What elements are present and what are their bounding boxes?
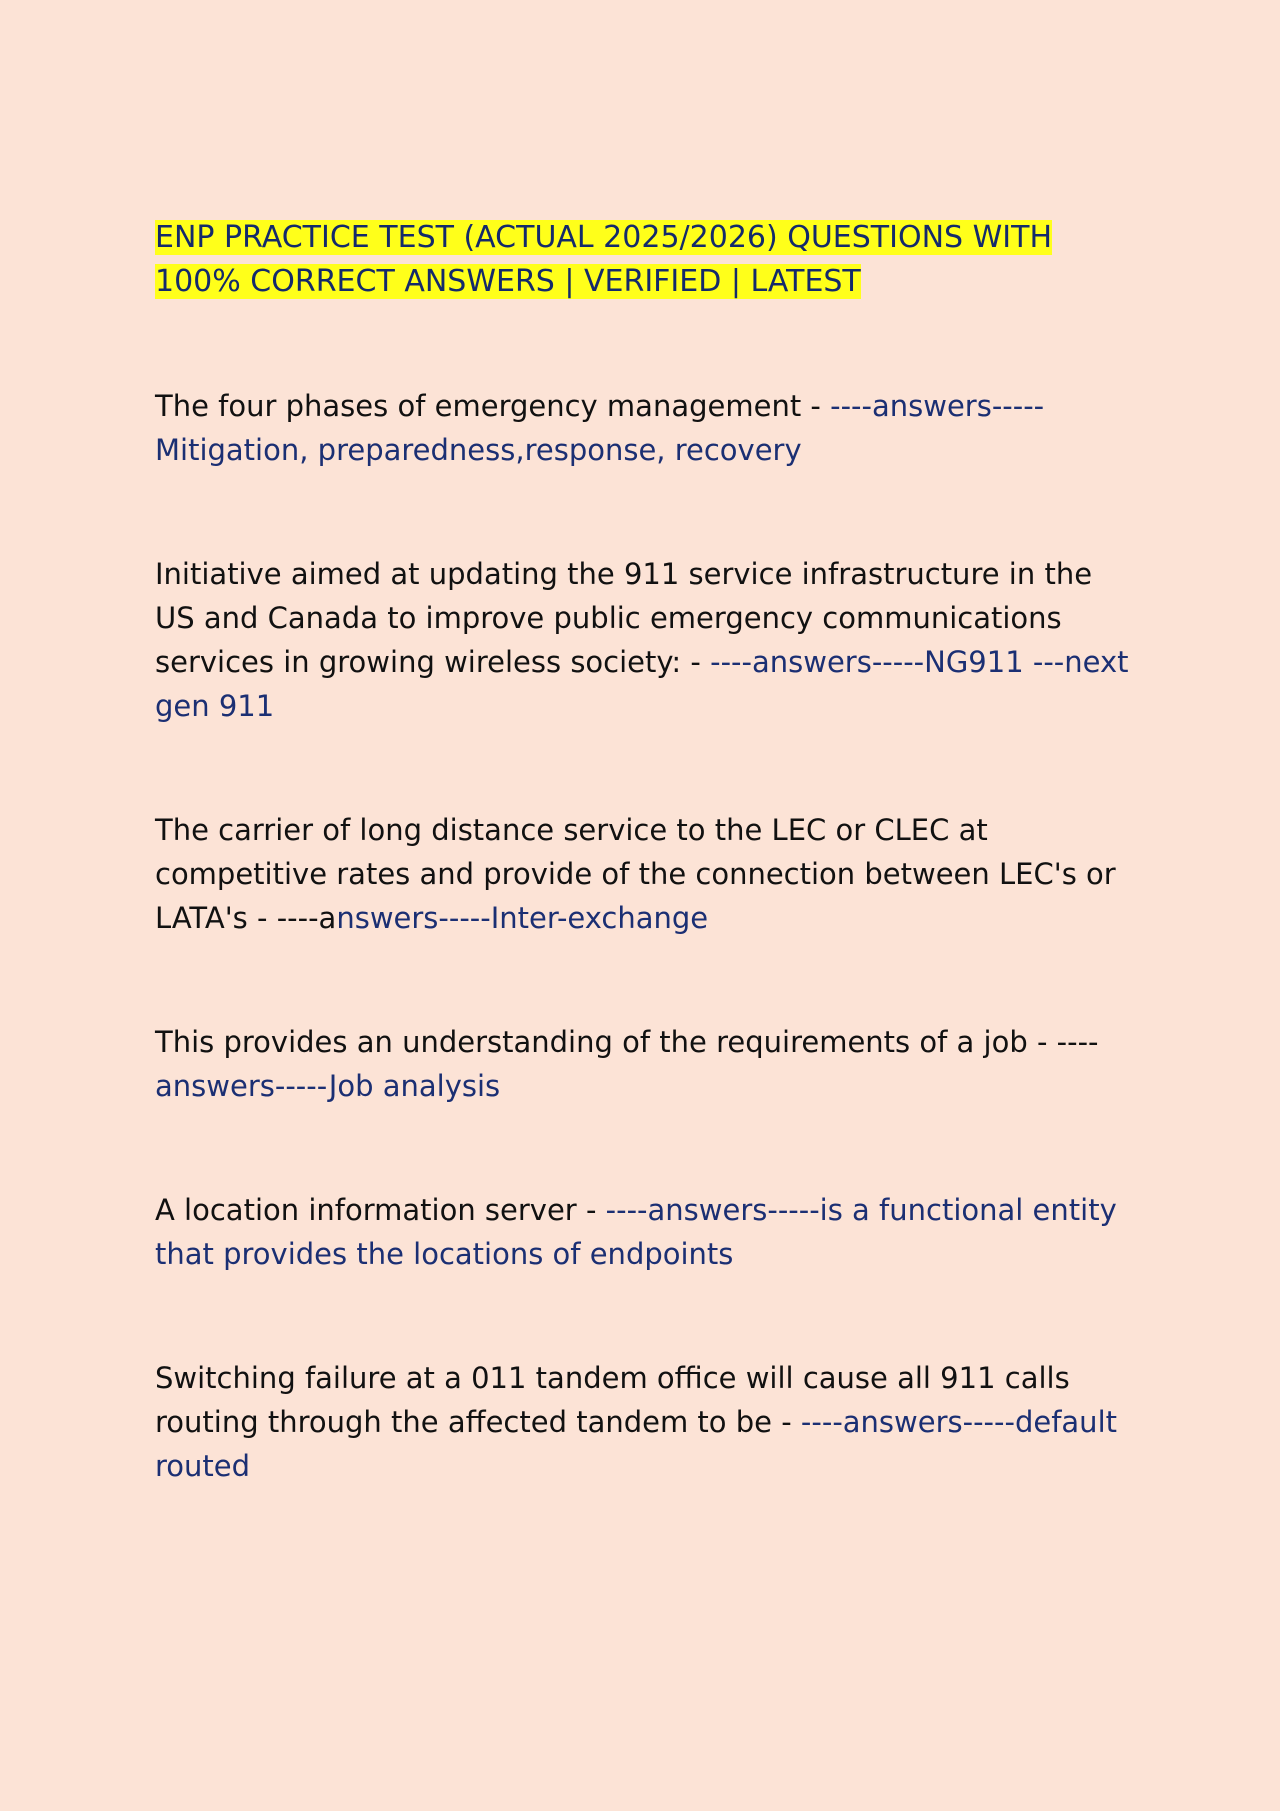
question-text: Switching failure at a 011 tandem office will cause all 911 calls routing through the affected tandem to be - xyxy=(155,1361,1070,1439)
question-text: The carrier of long distance service to the LEC or CLEC at competitive rates and provide of the connection between LEC's or LATA's - ----a xyxy=(155,813,1116,935)
answer-text: ----answers-----Mitigation, preparedness,response, recovery xyxy=(155,389,1045,467)
qa-item xyxy=(155,1020,1135,1108)
answer-text: ----answers-----default routed xyxy=(155,1405,1117,1483)
qa-item xyxy=(155,552,1135,728)
qa-item xyxy=(155,384,1135,472)
qa-item xyxy=(155,1356,1135,1488)
answer-text: answers-----Job analysis xyxy=(155,1069,501,1103)
question-text: The four phases of emergency management - xyxy=(155,389,831,423)
document-page xyxy=(155,216,1135,1568)
answer-text: ----answers-----NG911 ---next gen 911 xyxy=(155,645,1129,723)
question-text: A location information server - xyxy=(155,1193,606,1227)
document-title xyxy=(155,216,1135,304)
answer-text: ----answers-----is a functional entity that provides the locations of endpoints xyxy=(155,1193,1117,1271)
title-highlight: ENP PRACTICE TEST (ACTUAL 2025/2026) QUESTIONS WITH 100% CORRECT ANSWERS | VERIFIED | LATEST xyxy=(155,220,1052,299)
question-text: This provides an understanding of the requirements of a job - ---- xyxy=(155,1025,1099,1059)
question-text: Initiative aimed at updating the 911 service infrastructure in the US and Canada to improve public emergency communications services in growing wireless society: - xyxy=(155,557,1093,679)
qa-item xyxy=(155,808,1135,940)
qa-item xyxy=(155,1188,1135,1276)
answer-text: nswers-----Inter-exchange xyxy=(336,901,709,935)
